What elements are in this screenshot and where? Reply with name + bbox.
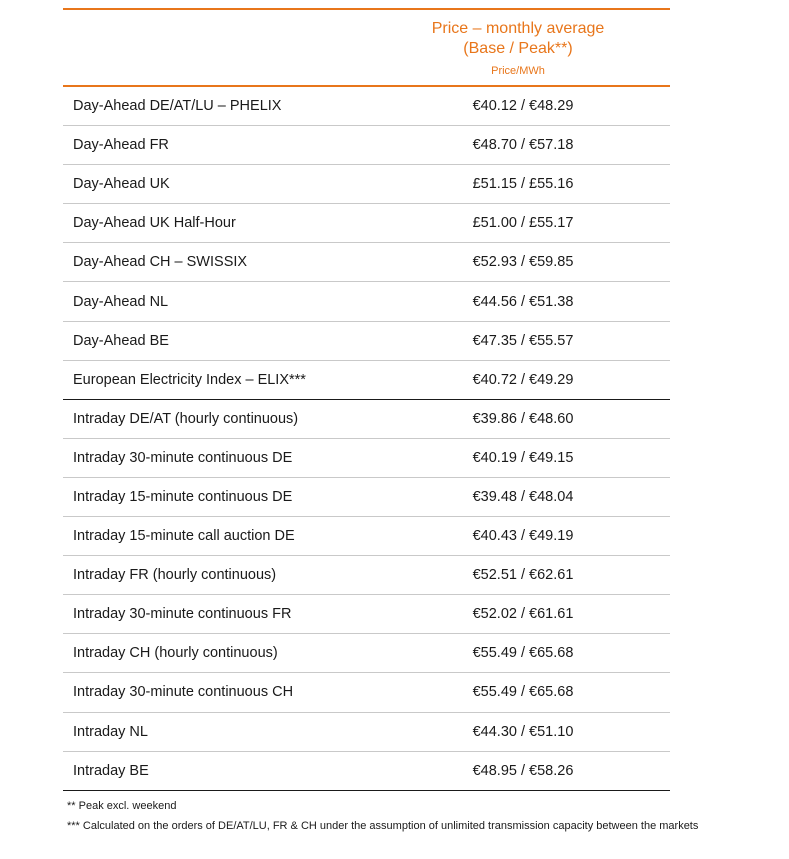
- row-label: Intraday CH (hourly continuous): [73, 645, 278, 662]
- row-value: €44.30 / €51.10: [472, 723, 574, 740]
- table-row: [63, 478, 670, 517]
- row-value: €40.43 / €49.19: [472, 528, 574, 545]
- row-value: €52.51 / €62.61: [472, 567, 574, 584]
- row-label: Day-Ahead CH – SWISSIX: [73, 254, 248, 271]
- row-value: €40.72 / €49.29: [472, 371, 574, 388]
- row-value: €47.35 / €55.57: [472, 332, 574, 349]
- row-value: €39.48 / €48.04: [472, 488, 574, 505]
- row-value: €52.93 / €59.85: [472, 254, 574, 271]
- table-row: [63, 204, 670, 243]
- footnotes: [67, 796, 747, 836]
- price-table: [63, 8, 670, 791]
- header-title-line1: Price – monthly average: [431, 20, 605, 37]
- row-label: Intraday FR (hourly continuous): [73, 567, 277, 584]
- row-value: €55.49 / €65.68: [472, 645, 574, 662]
- row-value: €55.49 / €65.68: [472, 684, 574, 701]
- table-row: [63, 634, 670, 673]
- row-value: €52.02 / €61.61: [472, 606, 574, 623]
- row-value: £51.15 / £55.16: [472, 176, 574, 193]
- row-label: Intraday 15-minute continuous DE: [73, 488, 293, 505]
- table-row: [63, 165, 670, 204]
- table-row: [63, 322, 670, 361]
- table-row: [63, 556, 670, 595]
- row-label: Day-Ahead UK: [73, 176, 170, 193]
- table-row: [63, 126, 670, 165]
- table-row: [63, 282, 670, 321]
- table-row: [63, 439, 670, 478]
- table-row: [63, 361, 670, 400]
- footnote-peak: ** Peak excl. weekend: [67, 800, 177, 812]
- row-label: Intraday 30-minute continuous CH: [73, 684, 294, 701]
- row-value: €48.95 / €58.26: [472, 762, 574, 779]
- row-label: Intraday 30-minute continuous DE: [73, 449, 293, 466]
- table-row: [63, 87, 670, 126]
- table-header: [63, 8, 670, 87]
- row-value: €40.12 / €48.29: [472, 98, 574, 115]
- table-row: [63, 673, 670, 712]
- row-value: €39.86 / €48.60: [472, 410, 574, 427]
- row-label: Intraday NL: [73, 723, 148, 740]
- row-value: £51.00 / £55.17: [472, 215, 574, 232]
- header-unit: Price/MWh: [491, 65, 545, 77]
- row-label: Day-Ahead FR: [73, 137, 169, 154]
- row-label: Intraday BE: [73, 762, 149, 779]
- row-label: Intraday DE/AT (hourly continuous): [73, 410, 299, 427]
- table-row: [63, 713, 670, 752]
- price-column-header: [353, 19, 683, 78]
- table-row: [63, 517, 670, 556]
- row-label: Day-Ahead NL: [73, 293, 169, 310]
- table-row: [63, 752, 670, 791]
- table-row: [63, 243, 670, 282]
- row-label: Day-Ahead UK Half-Hour: [73, 215, 236, 232]
- row-value: €44.56 / €51.38: [472, 293, 574, 310]
- row-label: European Electricity Index – ELIX***: [73, 371, 306, 388]
- row-label: Day-Ahead BE: [73, 332, 169, 349]
- row-value: €40.19 / €49.15: [472, 449, 574, 466]
- table-row: [63, 400, 670, 439]
- row-value: €48.70 / €57.18: [472, 137, 574, 154]
- row-label: Intraday 30-minute continuous FR: [73, 606, 292, 623]
- footnote-elix: *** Calculated on the orders of DE/AT/LU, FR & CH under the assumption of unlimited transmission capacity between the markets: [67, 820, 699, 832]
- row-label: Intraday 15-minute call auction DE: [73, 528, 295, 545]
- row-label: Day-Ahead DE/AT/LU – PHELIX: [73, 98, 282, 115]
- table-row: [63, 595, 670, 634]
- header-title-line2: (Base / Peak**): [463, 40, 573, 57]
